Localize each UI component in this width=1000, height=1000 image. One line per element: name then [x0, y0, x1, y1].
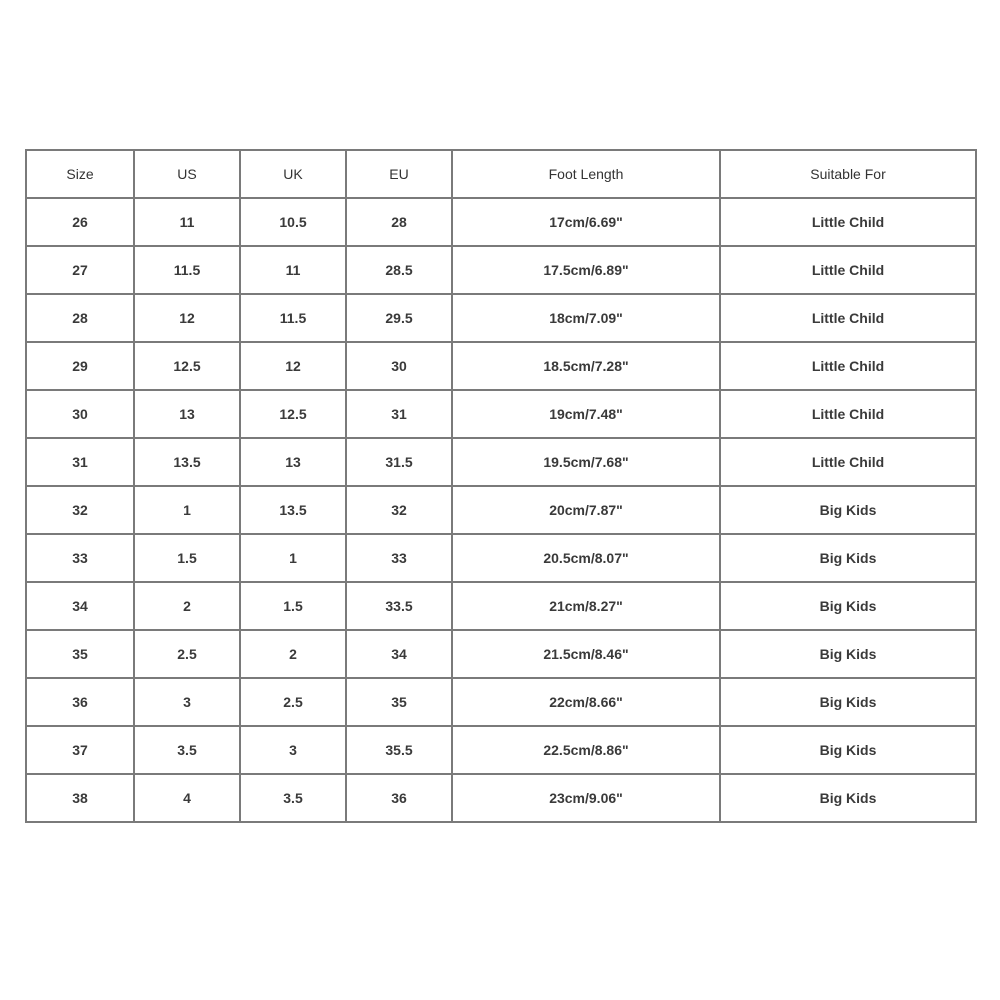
cell-uk: 2.5	[240, 678, 346, 726]
table-row	[26, 726, 976, 774]
table-row	[26, 294, 976, 342]
header-suitable-for: Suitable For	[720, 150, 976, 198]
cell-eu: 30	[346, 342, 452, 390]
cell-eu: 28.5	[346, 246, 452, 294]
cell-suitable-for: Big Kids	[720, 582, 976, 630]
table-row	[26, 486, 976, 534]
cell-size: 32	[26, 486, 134, 534]
cell-uk: 3.5	[240, 774, 346, 822]
cell-suitable-for: Little Child	[720, 342, 976, 390]
cell-size: 31	[26, 438, 134, 486]
cell-us: 1.5	[134, 534, 240, 582]
cell-suitable-for: Big Kids	[720, 678, 976, 726]
cell-size: 29	[26, 342, 134, 390]
cell-suitable-for: Big Kids	[720, 726, 976, 774]
cell-suitable-for: Little Child	[720, 390, 976, 438]
table-row	[26, 342, 976, 390]
table-row	[26, 630, 976, 678]
cell-size: 36	[26, 678, 134, 726]
cell-eu: 36	[346, 774, 452, 822]
cell-eu: 33.5	[346, 582, 452, 630]
cell-uk: 10.5	[240, 198, 346, 246]
cell-foot-length: 21cm/8.27"	[452, 582, 720, 630]
cell-uk: 12.5	[240, 390, 346, 438]
size-chart-table	[25, 149, 977, 823]
cell-foot-length: 18.5cm/7.28"	[452, 342, 720, 390]
cell-foot-length: 17.5cm/6.89"	[452, 246, 720, 294]
cell-suitable-for: Big Kids	[720, 630, 976, 678]
cell-size: 38	[26, 774, 134, 822]
cell-foot-length: 22.5cm/8.86"	[452, 726, 720, 774]
cell-us: 11.5	[134, 246, 240, 294]
table-header	[26, 150, 976, 198]
header-us: US	[134, 150, 240, 198]
cell-us: 11	[134, 198, 240, 246]
cell-uk: 1.5	[240, 582, 346, 630]
cell-uk: 13.5	[240, 486, 346, 534]
table-row	[26, 390, 976, 438]
cell-foot-length: 19.5cm/7.68"	[452, 438, 720, 486]
table-row	[26, 198, 976, 246]
header-eu: EU	[346, 150, 452, 198]
cell-us: 12	[134, 294, 240, 342]
table-row	[26, 534, 976, 582]
cell-size: 34	[26, 582, 134, 630]
cell-suitable-for: Little Child	[720, 294, 976, 342]
cell-us: 3.5	[134, 726, 240, 774]
cell-foot-length: 21.5cm/8.46"	[452, 630, 720, 678]
header-foot-length: Foot Length	[452, 150, 720, 198]
cell-eu: 28	[346, 198, 452, 246]
table-body	[26, 198, 976, 822]
table-row	[26, 582, 976, 630]
cell-eu: 31	[346, 390, 452, 438]
header-uk: UK	[240, 150, 346, 198]
cell-eu: 35	[346, 678, 452, 726]
cell-foot-length: 20cm/7.87"	[452, 486, 720, 534]
cell-eu: 32	[346, 486, 452, 534]
cell-us: 2	[134, 582, 240, 630]
cell-suitable-for: Little Child	[720, 246, 976, 294]
cell-uk: 13	[240, 438, 346, 486]
table-row	[26, 246, 976, 294]
cell-foot-length: 18cm/7.09"	[452, 294, 720, 342]
cell-us: 1	[134, 486, 240, 534]
cell-size: 37	[26, 726, 134, 774]
cell-us: 13.5	[134, 438, 240, 486]
cell-uk: 11.5	[240, 294, 346, 342]
cell-size: 28	[26, 294, 134, 342]
cell-eu: 35.5	[346, 726, 452, 774]
cell-size: 33	[26, 534, 134, 582]
cell-size: 35	[26, 630, 134, 678]
table-row	[26, 774, 976, 822]
cell-us: 2.5	[134, 630, 240, 678]
cell-us: 4	[134, 774, 240, 822]
cell-size: 30	[26, 390, 134, 438]
cell-us: 12.5	[134, 342, 240, 390]
header-size: Size	[26, 150, 134, 198]
cell-uk: 11	[240, 246, 346, 294]
cell-suitable-for: Little Child	[720, 198, 976, 246]
cell-foot-length: 19cm/7.48"	[452, 390, 720, 438]
cell-eu: 31.5	[346, 438, 452, 486]
cell-suitable-for: Big Kids	[720, 774, 976, 822]
cell-foot-length: 22cm/8.66"	[452, 678, 720, 726]
cell-us: 13	[134, 390, 240, 438]
header-row	[26, 150, 976, 198]
cell-size: 27	[26, 246, 134, 294]
cell-foot-length: 23cm/9.06"	[452, 774, 720, 822]
cell-suitable-for: Big Kids	[720, 486, 976, 534]
cell-uk: 12	[240, 342, 346, 390]
cell-eu: 33	[346, 534, 452, 582]
cell-us: 3	[134, 678, 240, 726]
cell-uk: 1	[240, 534, 346, 582]
table-row	[26, 438, 976, 486]
table-row	[26, 678, 976, 726]
cell-eu: 34	[346, 630, 452, 678]
cell-foot-length: 20.5cm/8.07"	[452, 534, 720, 582]
cell-size: 26	[26, 198, 134, 246]
cell-suitable-for: Little Child	[720, 438, 976, 486]
cell-eu: 29.5	[346, 294, 452, 342]
cell-foot-length: 17cm/6.69"	[452, 198, 720, 246]
cell-suitable-for: Big Kids	[720, 534, 976, 582]
cell-uk: 2	[240, 630, 346, 678]
cell-uk: 3	[240, 726, 346, 774]
